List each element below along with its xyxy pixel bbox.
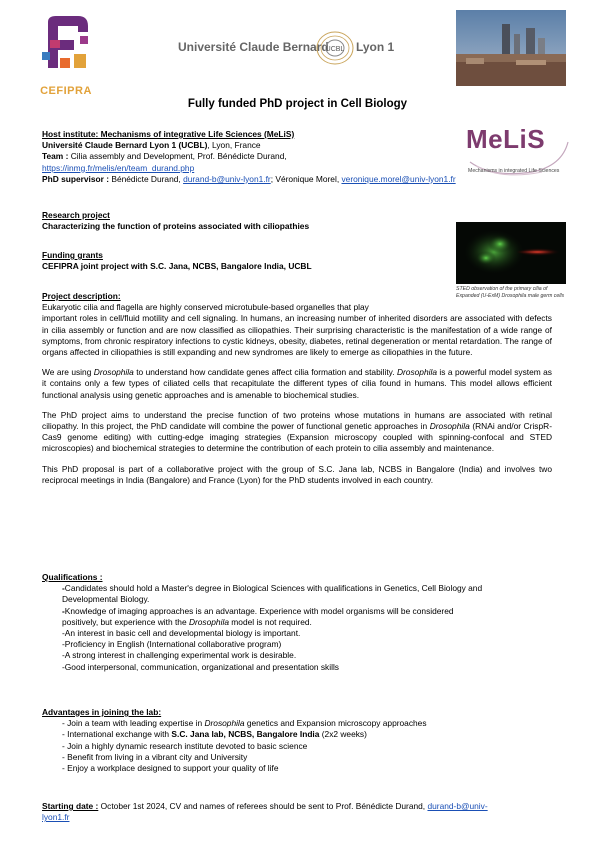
- ucbl-seal-text: UCBL: [325, 46, 345, 53]
- figure-caption-line-1: STED observation of the primary cilia of: [456, 286, 548, 292]
- starting-email-link[interactable]: durand-b@univ-: [427, 801, 488, 811]
- qualification-item: -Knowledge of imaging approaches is an advantage. Experience with model organisms will be considered: [62, 605, 454, 616]
- melis-name: MeLiS: [466, 124, 546, 154]
- melis-tagline: Mechanisms in integrated Life Sciences: [468, 168, 560, 174]
- host-university-location: , Lyon, France: [207, 140, 261, 151]
- description-p2: We are using Drosophila to understand how candidate genes affect cilia formation and stability. Drosophila is a powerful model system as it contains only a few types of ciliated cells that recapitulate the different types of cilia found in humans. This model allows efficient functional analysis using genetic approaches and is amenable to biochemical studies.: [42, 367, 552, 400]
- qualifications-heading: Qualifications :: [42, 572, 103, 582]
- host-university: Université Claude Bernard Lyon 1 (UCBL): [42, 140, 208, 151]
- description-p1-rest: important roles in cell/fluid motility and cell signaling. In humans, an increasing number of inherited disorders are associated with defects in cilia assembly or function and are now classified as ciliopathies. Their surprising characteristic is the manifestation of a wide range of symptoms, from chronic respiratory infections to cystic kidneys, obesity, diabetes, retinal degeneration or mental retardation. The range of organs affected in ciliopathies is still expanding and new syndromes are likely to emerge as ciliopathies in the future.: [42, 313, 552, 358]
- ucbl-seal-icon: [314, 30, 356, 66]
- melis-logo: [462, 122, 574, 180]
- supervisor-text-2: ; Véronique Morel,: [270, 173, 342, 184]
- advantage-item: - Enjoy a workplace designed to support your quality of life: [62, 763, 279, 774]
- qualification-item: -An interest in basic cell and developmental biology is important.: [62, 628, 301, 639]
- advantage-item: - International exchange with S.C. Jana lab, NCBS, Bangalore India (2x2 weeks): [62, 729, 367, 740]
- cefipra-label: CEFIPRA: [40, 85, 92, 97]
- cefipra-emblem: [38, 14, 94, 76]
- funding-section: [42, 250, 442, 272]
- team-text: Cilia assembly and Development, Prof. Bénédicte Durand,: [68, 151, 287, 162]
- description-p4: This PhD proposal is part of a collaborative project with the group of S.C. Jana lab, NCBS in Bangalore (India) and involves two reciprocal meetings in India (Bangalore) and France (Lyon) for the PhD students involved in each country.: [42, 463, 552, 485]
- advantages-heading: Advantages in joining the lab:: [42, 707, 162, 717]
- description-p3: The PhD project aims to understand the precise function of two proteins whose mutations in humans are associated with retinal ciliopathy. In this project, the PhD candidate will combine the power of functional genetic approaches in Drosophila (RNAi and/or CrispR-Cas9 genome editing) with cutting-edge imaging strategies (Expansion microscopy coupled with spinning-confocal and STED microscopies) and biochemical strategies to determine the contribution of each protein to cilia assembly and maintenance.: [42, 409, 552, 454]
- qualification-item-cont: positively, but experience with the Drosophila model is not required.: [62, 616, 312, 627]
- host-heading: Host institute: Mechanisms of integrative Life Sciences (MeLiS): [42, 129, 295, 139]
- description-section: [42, 291, 552, 486]
- starting-date-section: [42, 801, 557, 823]
- description-p1-line1: Eukaryotic cilia and flagella are highly conserved microtubule-based organelles that play: [42, 302, 369, 313]
- sted-microscopy-image: [456, 222, 566, 284]
- qualification-item-cont: Developmental Biology.: [62, 594, 150, 605]
- qualification-item: -A strong interest in challenging experimental work is desirable.: [62, 650, 297, 661]
- qualification-item: -Good interpersonal, communication, organizational and presentation skills: [62, 661, 339, 672]
- research-heading: Research project: [42, 210, 110, 220]
- starting-email-link-cont[interactable]: lyon1.fr: [42, 812, 70, 823]
- figure-caption-line-2: Expanded (U-ExM) Drosophila male germ cells: [456, 293, 565, 299]
- advantage-item: - Join a team with leading expertise in Drosophila genetics and Expansion microscopy approaches: [62, 718, 427, 729]
- advantages-section: [42, 707, 552, 774]
- qualification-item: -Proficiency in English (International collaborative program): [62, 639, 282, 650]
- team-url-link[interactable]: https://inmg.fr/melis/en/team_durand.php: [42, 162, 195, 173]
- advantage-item: - Benefit from living in a vibrant city and University: [62, 751, 248, 762]
- research-section: [42, 210, 442, 232]
- funding-heading: Funding grants: [42, 250, 103, 260]
- starting-date-text: October 1st 2024, CV and names of referees should be sent to Prof. Bénédicte Durand,: [98, 801, 428, 811]
- advantage-item: - Join a highly dynamic research institute devoted to basic science: [62, 740, 308, 751]
- supervisor-label: PhD supervisor :: [42, 173, 110, 184]
- qualifications-section: [42, 572, 552, 673]
- research-title: Characterizing the function of proteins associated with ciliopathies: [42, 221, 310, 232]
- team-label: Team :: [42, 151, 69, 162]
- supervisor-email-1-link[interactable]: durand-b@univ-lyon1.fr: [183, 173, 271, 184]
- ucbl-logo: [178, 30, 393, 66]
- university-city: Lyon 1: [356, 40, 395, 54]
- starting-date-label: Starting date :: [42, 801, 99, 811]
- description-heading: Project description:: [42, 291, 121, 301]
- page-title: Fully funded PhD project in Cell Biology: [187, 98, 408, 110]
- university-name: Université Claude Bernard: [178, 40, 329, 54]
- funding-text: CEFIPRA joint project with S.C. Jana, NCBS, Bangalore India, UCBL: [42, 261, 312, 272]
- cefipra-logo: [38, 14, 94, 96]
- qualification-item: -Candidates should hold a Master's degree in Biological Sciences with qualifications in Genetics, Cell Biology and: [62, 583, 483, 594]
- supervisor-text-1: Bénédicte Durand,: [109, 173, 184, 184]
- supervisor-email-2-link[interactable]: veronique.morel@univ-lyon1.fr: [341, 173, 456, 184]
- lyon-city-photo: [456, 10, 566, 86]
